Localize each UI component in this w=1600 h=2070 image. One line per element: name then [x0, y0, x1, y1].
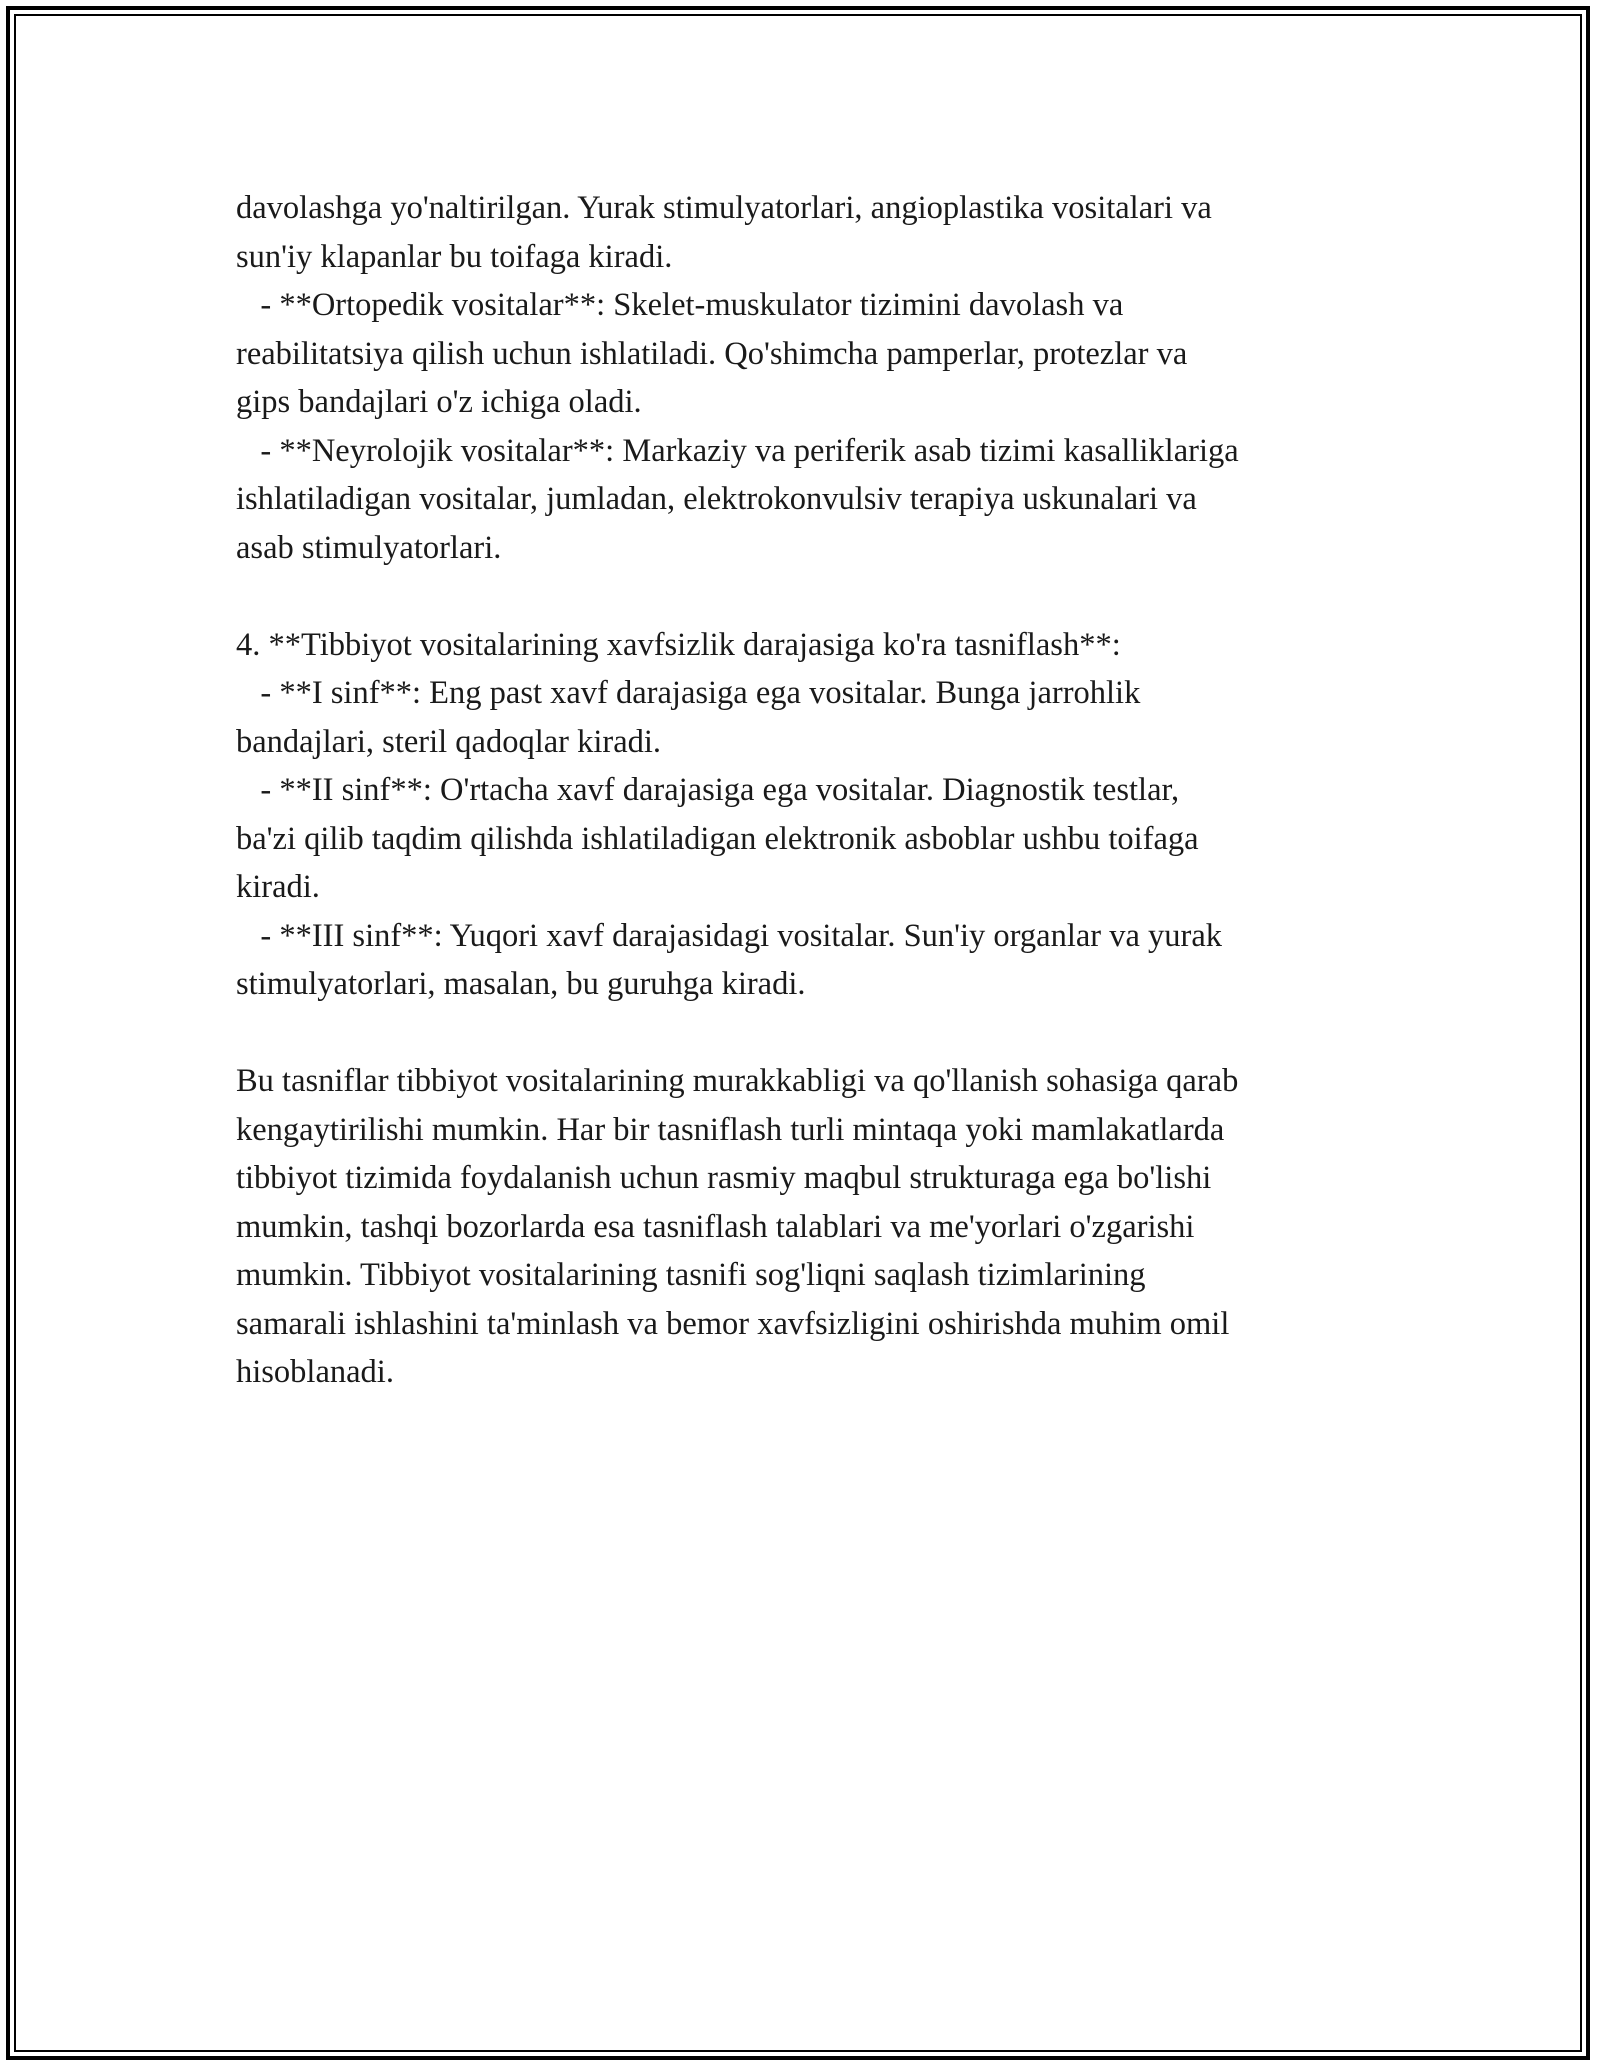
text-line: kiradi. — [236, 869, 320, 905]
text-line: reabilitatsiya qilish uchun ishlatiladi. Qo'shimcha pamperlar, protezlar va — [236, 335, 1188, 372]
paragraph-safety-classes — [236, 621, 1396, 1009]
text-line: - **III sinf**: Yuqori xavf darajasidagi vositalar. Sun'iy organlar va yurak — [236, 917, 1223, 954]
paragraph-device-types — [236, 184, 1396, 572]
text-line: stimulyatorlari, masalan, bu guruhga kiradi. — [236, 966, 806, 1002]
text-line: bandajlari, steril qadoqlar kiradi. — [236, 723, 662, 760]
document-body — [236, 184, 1396, 1397]
text-line: mumkin, tashqi bozorlarda esa tasniflash talablari va me'yorlari o'zgarishi — [236, 1208, 1195, 1245]
text-line: - **II sinf**: O'rtacha xavf darajasiga ega vositalar. Diagnostik testlar, — [236, 772, 1180, 808]
text-line: kengaytirilishi mumkin. Har bir tasniflash turli mintaqa yoki mamlakatlarda — [236, 1111, 1225, 1148]
text-line: 4. **Tibbiyot vositalarining xavfsizlik darajasiga ko'ra tasniflash**: — [236, 626, 1121, 663]
text-line: Bu tasniflar tibbiyot vositalarining murakkabligi va qo'llanish sohasiga qarab — [236, 1063, 1239, 1099]
text-line: - **Neyrolojik vositalar**: Markaziy va periferik asab tizimi kasalliklariga — [236, 432, 1239, 469]
text-line: samarali ishlashini ta'minlash va bemor xavfsizligini oshirishda muhim omil — [236, 1305, 1230, 1342]
text-line: asab stimulyatorlari. — [236, 529, 502, 566]
text-line: tibbiyot tizimida foydalanish uchun rasmiy maqbul strukturaga ega bo'lishi — [236, 1160, 1212, 1196]
text-line: gips bandajlari o'z ichiga oladi. — [236, 384, 642, 420]
text-line: ba'zi qilib taqdim qilishda ishlatiladigan elektronik asboblar ushbu toifaga — [236, 820, 1199, 857]
text-line: - **I sinf**: Eng past xavf darajasiga ega vositalar. Bunga jarrohlik — [236, 675, 1141, 711]
text-line: hisoblanadi. — [236, 1354, 394, 1390]
text-line: sun'iy klapanlar bu toifaga kiradi. — [236, 238, 673, 275]
paragraph-gap — [236, 1009, 1396, 1058]
paragraph-conclusion — [236, 1057, 1396, 1397]
text-line: davolashga yo'naltirilgan. Yurak stimulyatorlari, angioplastika vositalari va — [236, 190, 1212, 226]
text-line: - **Ortopedik vositalar**: Skelet-muskulator tizimini davolash va — [236, 287, 1124, 323]
text-line: ishlatiladigan vositalar, jumladan, elektrokonvulsiv terapiya uskunalari va — [236, 481, 1197, 517]
paragraph-gap — [236, 572, 1396, 621]
text-line: mumkin. Tibbiyot vositalarining tasnifi sog'liqni saqlash tizimlarining — [236, 1257, 1146, 1293]
